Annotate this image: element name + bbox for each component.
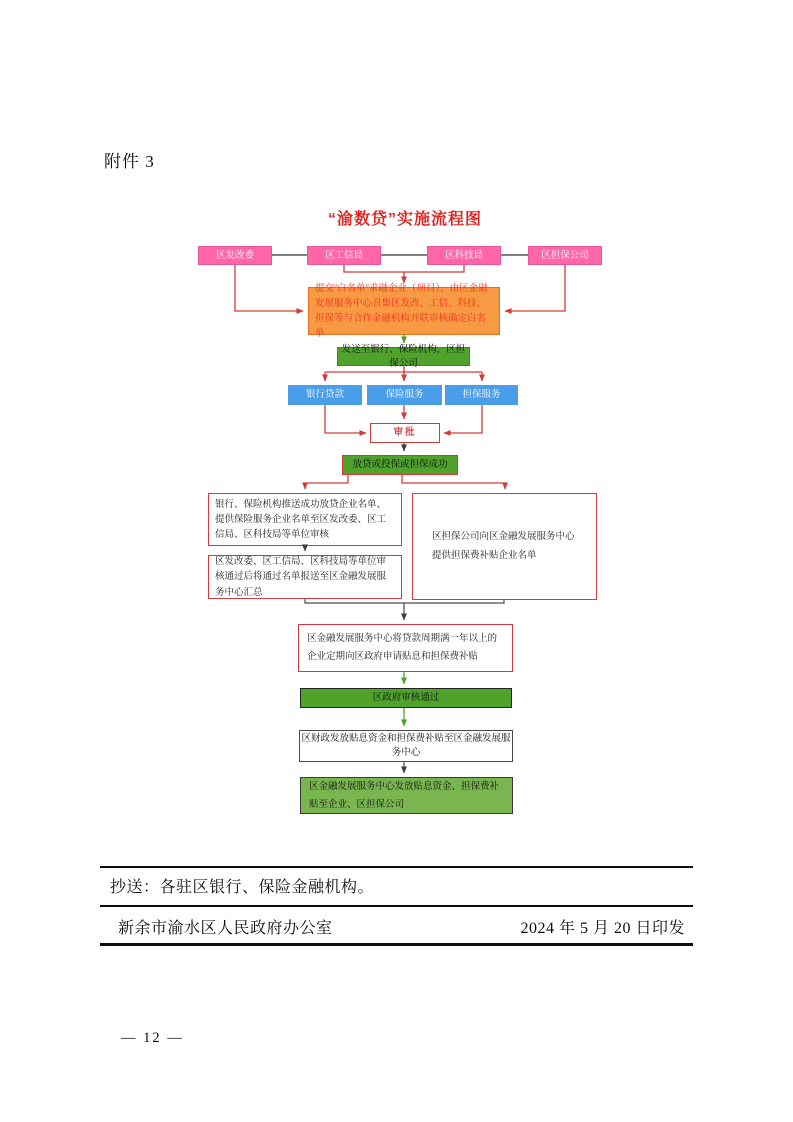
service-box-insurance: 保险服务 [367, 385, 442, 405]
dept-box-danbaogongsi: 区担保公司 [528, 246, 602, 265]
gov-review-box: 区政府审核通过 [300, 688, 512, 708]
send-box: 发送至银行、保险机构，区担保公司 [337, 347, 470, 366]
guarantee-list-box: 区担保公司向区金融发展服务中心提供担保费补贴企业名单 [412, 493, 597, 600]
dept-box-gongxinju: 区工信局 [307, 246, 381, 265]
footer-rule-middle [100, 905, 693, 907]
apply-subsidy-box: 区金融发展服务中心将贷款周期满一年以上的企业定期向区政府申请贴息和担保费补贴 [298, 624, 513, 672]
service-box-bank-loan: 银行贷款 [288, 385, 362, 405]
flowchart-title: “渝数贷”实施流程图 [327, 211, 482, 228]
dept-box-kejiju: 区科技局 [427, 246, 501, 265]
dept-box-fagaiwei: 区发改委 [198, 246, 272, 265]
issuer-name: 新余市渝水区人民政府办公室 [118, 920, 333, 937]
approval-box: 审批 [370, 423, 440, 443]
cc-text: 抄送：各驻区银行、保险金融机构。 [110, 879, 375, 896]
footer-rule-bottom [100, 943, 693, 946]
push-list-box: 银行、保险机构推送成功放贷企业名单、提供保险服务企业名单至区发改委、区工信局、区科技局等单位审核 [208, 493, 402, 546]
service-box-guarantee: 担保服务 [445, 385, 518, 405]
final-distribution-box: 区金融发展服务中心发放贴息资金、担保费补贴至企业、区担保公司 [300, 777, 513, 814]
success-box: 放贷或投保或担保成功 [342, 455, 458, 475]
review-pass-box: 区发改委、区工信局、区科技局等单位审核通过后将通过名单报送至区金融发展服务中心汇总 [208, 555, 402, 599]
print-date: 2024 年 5 月 20 日印发 [520, 920, 685, 937]
whitelist-box: 提交“白名单”求融企业（项目），由区金融发展服务中心召集区发改、工信、科技、担保等与合作金融机构并联审核确定白名单 [308, 287, 500, 335]
cc-line [110, 874, 374, 897]
page-number: — 12 — [121, 1030, 184, 1046]
attachment-label: 附件 3 [104, 152, 155, 171]
footer-rule-top [100, 866, 693, 868]
treasury-box: 区财政发放贴息资金和担保费补贴至区金融发展服务中心 [299, 730, 513, 762]
issuer-row [118, 915, 685, 938]
